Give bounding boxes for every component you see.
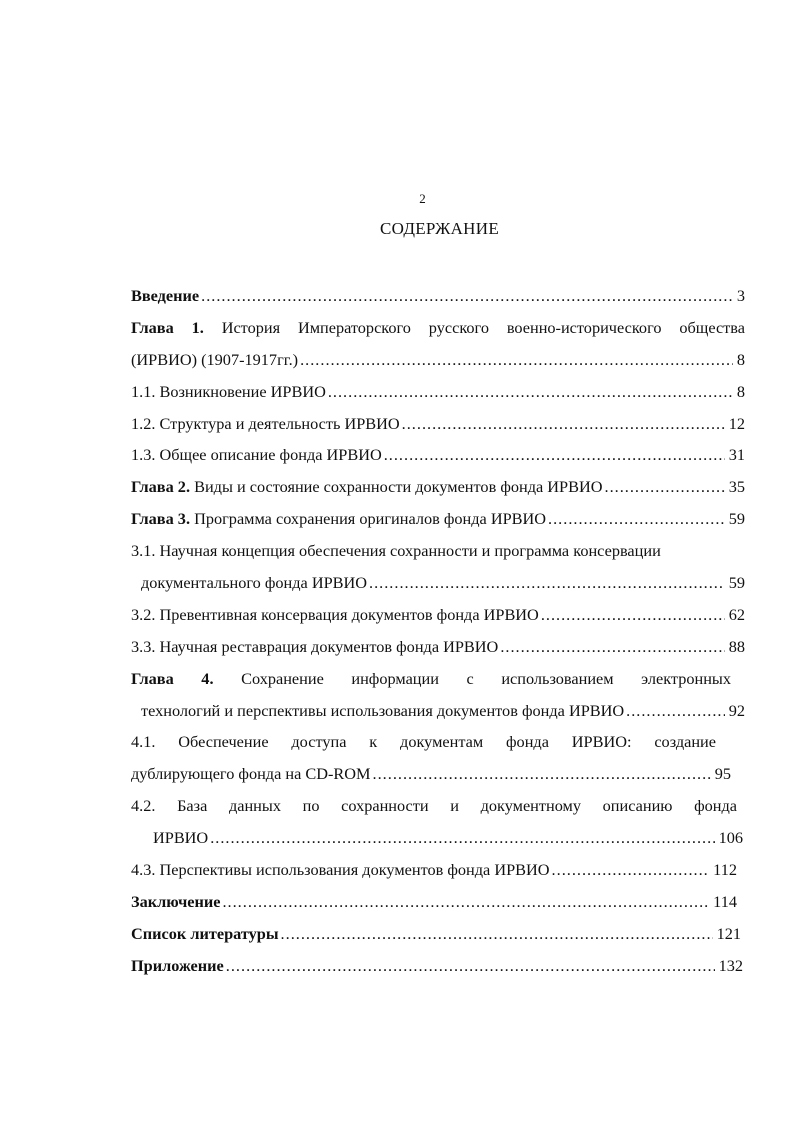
toc-page: 114 [713, 891, 737, 911]
toc-page: 12 [728, 413, 745, 433]
toc-page: 8 [736, 349, 745, 369]
toc-entry-chapter-4[interactable] [131, 668, 731, 700]
toc-label: Заключение [131, 891, 221, 911]
toc-entry-chapter-3[interactable] [131, 508, 745, 540]
toc-entry-3-1[interactable] [131, 540, 751, 572]
chapter-number: Глава 2. [131, 477, 191, 497]
leader-dots [226, 955, 715, 977]
toc-page: 59 [728, 573, 745, 593]
chapter-number: Глава 1. [131, 317, 204, 337]
toc-label: 3.3. Научная реставрация документов фонда ИРВИО [131, 636, 499, 656]
toc-entry-literature[interactable] [131, 923, 741, 955]
toc-entry-3-1-cont[interactable] [131, 572, 745, 604]
toc-label: История Императорского русского военно-исторического общества [221, 317, 745, 337]
leader-dots [548, 508, 725, 530]
toc-entry-4-1[interactable] [131, 731, 716, 763]
toc-entry-chapter-1-cont[interactable] [131, 349, 745, 381]
leader-dots [605, 476, 725, 498]
toc-entry-chapter-1[interactable] [131, 317, 745, 349]
toc-entry-chapter-2[interactable] [131, 476, 745, 508]
toc-label: Введение [131, 286, 200, 305]
chapter-number: Глава 4. [131, 668, 214, 688]
leader-dots [201, 285, 733, 307]
toc-label: Программа сохранения оригиналов фонда ИРВИО [194, 509, 547, 529]
toc-entry-chapter-4-cont[interactable] [131, 700, 745, 732]
leader-dots [402, 413, 725, 435]
toc-label: 3.2. Превентивная консервация документов фонда ИРВИО [131, 604, 539, 624]
toc-label-cont: дублирующего фонда на CD-ROM [131, 764, 371, 784]
toc-label: Список литературы [131, 923, 279, 943]
toc-page: 59 [728, 509, 745, 529]
page-title: СОДЕРЖАНИЕ [379, 219, 500, 238]
toc-page: 132 [718, 955, 743, 975]
leader-dots [373, 763, 711, 785]
toc-label: 1.3. Общее описание фонда ИРВИО [131, 445, 382, 465]
leader-dots [210, 827, 714, 849]
page-number: 2 [419, 191, 426, 206]
toc-entry-4-1-cont[interactable] [131, 763, 731, 795]
leader-dots [541, 604, 725, 626]
toc-page: 106 [718, 828, 743, 848]
leader-dots [369, 572, 725, 594]
toc-label: 4.1. Обеспечение доступа к документам фонда ИРВИО: создание [131, 732, 716, 752]
toc-entry-3-2[interactable] [131, 604, 745, 636]
toc-label: 4.2. База данных по сохранности и документному описанию фонда [131, 796, 737, 816]
table-of-contents [131, 285, 751, 987]
toc-page: 3 [736, 286, 745, 305]
toc-page: 112 [713, 860, 737, 880]
toc-entry-4-3[interactable] [131, 859, 737, 891]
toc-page: 92 [728, 700, 745, 720]
leader-dots [626, 700, 725, 722]
toc-page: 35 [728, 477, 745, 497]
leader-dots [281, 923, 713, 945]
toc-page: 31 [728, 445, 745, 465]
leader-dots [384, 444, 725, 466]
leader-dots [328, 381, 733, 403]
toc-entry-1-3[interactable] [131, 444, 745, 476]
leader-dots [222, 891, 709, 913]
toc-label-cont: ИРВИО [153, 828, 209, 848]
toc-entry-4-2[interactable] [131, 795, 737, 827]
toc-entry-appendix[interactable] [131, 955, 743, 987]
toc-label: 4.3. Перспективы использования документов фонда ИРВИО [131, 860, 550, 880]
leader-dots [552, 859, 710, 881]
toc-label: Виды и состояние сохранности документов фонда ИРВИО [194, 477, 603, 497]
toc-page: 62 [728, 604, 745, 624]
toc-label: 3.1. Научная концепция обеспечения сохранности и программа консервации [131, 541, 661, 561]
toc-label: 1.1. Возникновение ИРВИО [131, 381, 326, 401]
toc-page: 95 [714, 764, 731, 784]
toc-label-cont: (ИРВИО) (1907-1917гг.) [131, 349, 299, 369]
toc-entry-conclusion[interactable] [131, 891, 737, 923]
toc-label: Приложение [131, 955, 224, 975]
toc-label-cont: технологий и перспективы использования документов фонда ИРВИО [141, 700, 625, 720]
leader-dots [300, 349, 733, 371]
toc-label: Сохранение информации с использованием электронных [241, 668, 731, 688]
toc-entry-intro[interactable] [131, 285, 745, 317]
toc-entry-4-2-cont[interactable] [131, 827, 743, 859]
leader-dots [500, 636, 724, 658]
toc-page: 8 [736, 381, 745, 401]
toc-label-cont: документального фонда ИРВИО [141, 573, 368, 593]
toc-page: 121 [716, 923, 741, 943]
chapter-number: Глава 3. [131, 509, 191, 529]
toc-page: 88 [728, 636, 745, 656]
toc-entry-1-1[interactable] [131, 381, 745, 413]
toc-entry-3-3[interactable] [131, 636, 745, 668]
toc-entry-1-2[interactable] [131, 413, 745, 445]
toc-label: 1.2. Структура и деятельность ИРВИО [131, 413, 400, 433]
